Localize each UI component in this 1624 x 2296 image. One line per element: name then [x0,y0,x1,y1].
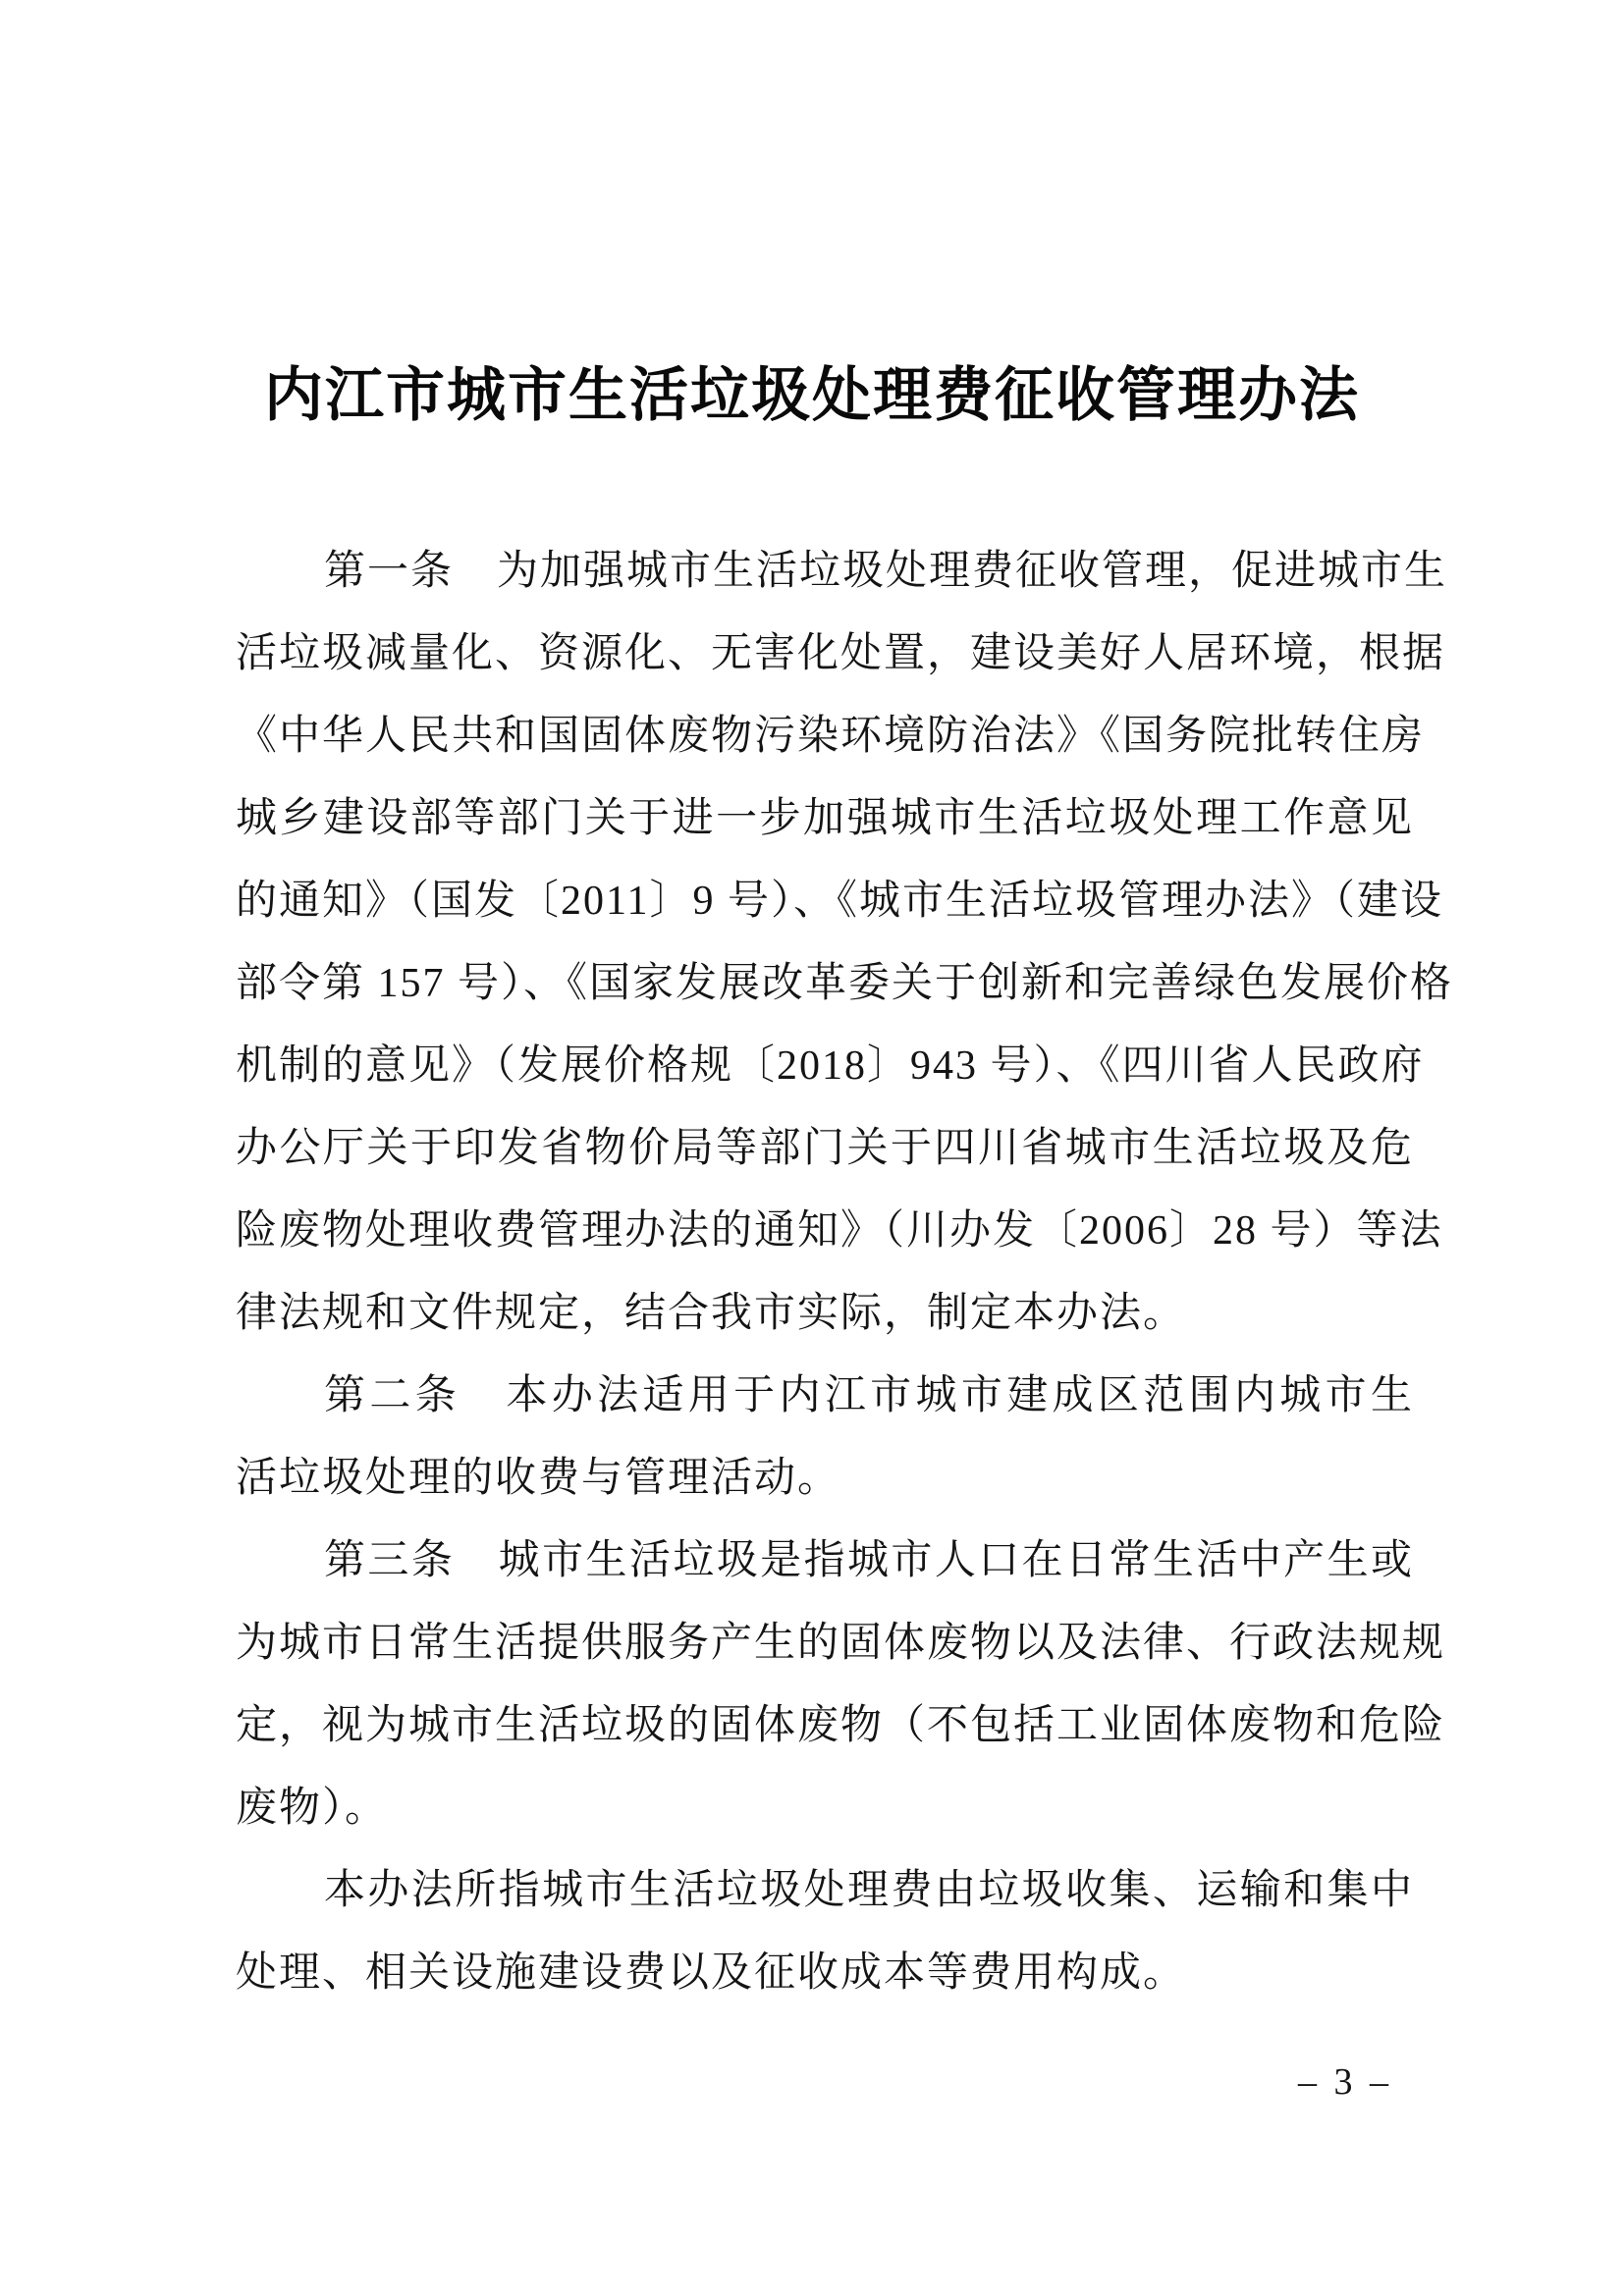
text-line: 活垃圾处理的收费与管理活动。 [236,1456,841,1501]
text-line: 第一条 为加强城市生活垃圾处理费征收管理，促进城市生 [324,549,1448,594]
text-line: 处理、相关设施建设费以及征收成本等费用构成。 [236,1950,1187,1996]
text-line: 险废物处理收费管理办法的通知》（川办发〔2006〕28 号）等法 [236,1208,1443,1254]
document-title: 内江市城市生活垃圾处理费征收管理办法 [264,362,1360,428]
text-line: 部令第 157 号）、《国家发展改革委关于创新和完善绿色发展价格 [236,961,1454,1006]
text-line: 第三条 城市生活垃圾是指城市人口在日常生活中产生或 [324,1538,1414,1583]
text-line: 第二条 本办法适用于内江市城市建成区范围内城市生 [324,1373,1414,1418]
text-line: 活垃圾减量化、资源化、无害化处置，建设美好人居环境，根据 [236,631,1446,676]
text-line: 律法规和文件规定，结合我市实际，制定本办法。 [236,1291,1187,1336]
text-line: 为城市日常生活提供服务产生的固体废物以及法律、行政法规规 [236,1621,1446,1666]
text-line: 城乡建设部等部门关于进一步加强城市生活垃圾处理工作意见 [236,796,1414,841]
text-line: 的通知》（国发〔2011〕9 号）、《城市生活垃圾管理办法》（建设 [236,879,1443,924]
text-line: 《中华人民共和国固体废物污染环境防治法》《国务院批转住房 [236,714,1426,759]
text-line: 定，视为城市生活垃圾的固体废物（不包括工业固体废物和危险 [236,1703,1446,1748]
text-line: 本办法所指城市生活垃圾处理费由垃圾收集、运输和集中 [324,1868,1414,1913]
text-line: 办公厅关于印发省物价局等部门关于四川省城市生活垃圾及危 [236,1126,1414,1171]
page-number: – 3 – [1298,2061,1392,2103]
text-line: 机制的意见》（发展价格规〔2018〕943 号）、《四川省人民政府 [236,1043,1425,1089]
text-line: 废物）。 [236,1786,389,1831]
document-body [236,530,1454,2014]
